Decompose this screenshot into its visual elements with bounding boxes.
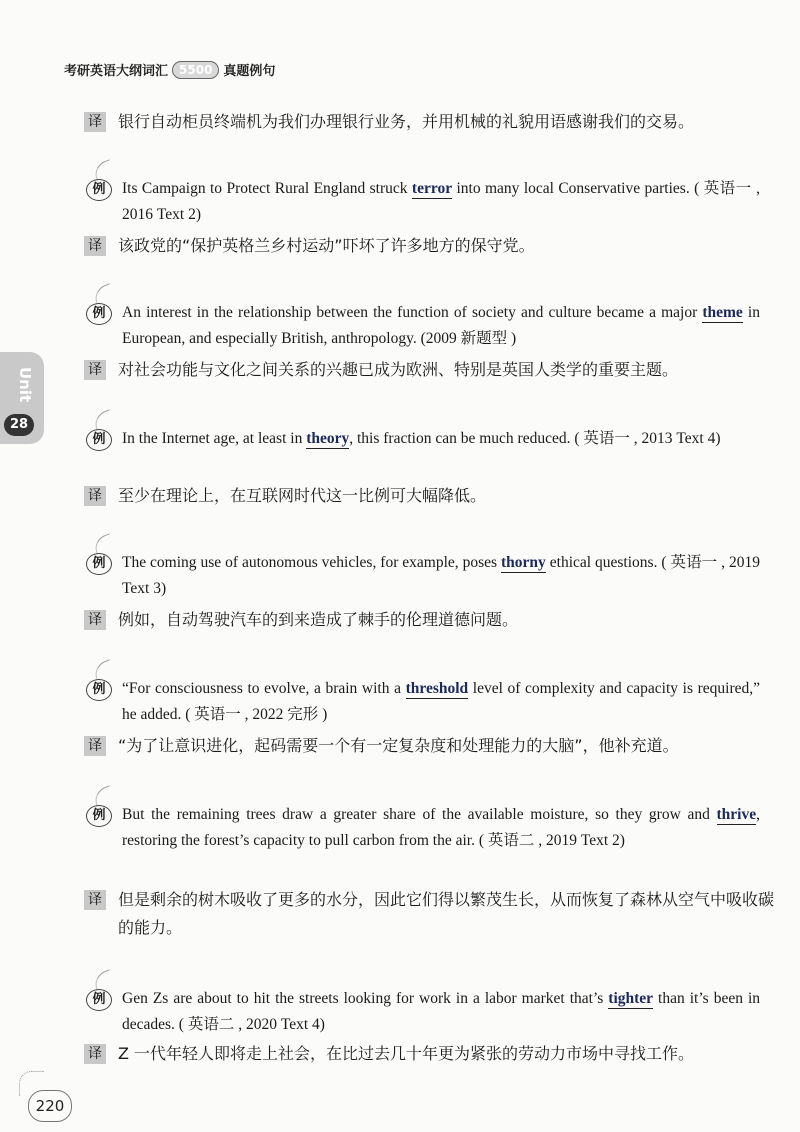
translation: 译 但是剩余的树木吸收了更多的水分，因此它们得以繁茂生长，从而恢复了森林从空气中吸收碳的能力。	[84, 886, 774, 942]
header-badge: 5500	[172, 61, 219, 79]
example-sentence: 例 An interest in the relationship between the function of society and culture became a major theme in European, and especially British, anthropology. (2009 新题型 )	[80, 300, 760, 352]
translation: 译 Z 一代年轻人即将走上社会，在比过去几十年更为紧张的劳动力市场中寻找工作。	[84, 1040, 774, 1068]
keyword: theory	[306, 430, 350, 447]
example-sentence: 例 But the remaining trees draw a greater share of the available moisture, so they grow and thrive, restoring the forest’s capacity to pull carbon from the air. ( 英语二 , 2019 Text 2)	[80, 802, 760, 854]
translation-icon: 译	[84, 890, 106, 910]
translation-icon: 译	[84, 112, 106, 132]
keyword: theme	[702, 304, 743, 321]
translation-icon: 译	[84, 486, 106, 506]
example-icon: 例	[80, 676, 114, 700]
keyword: terror	[411, 180, 453, 197]
unit-side-tab	[0, 352, 44, 444]
translation-top	[84, 108, 774, 136]
unit-label: Unit	[16, 367, 34, 403]
translation: 译 “为了让意识进化，起码需要一个有一定复杂度和处理能力的大脑”，他补充道。	[84, 732, 774, 760]
keyword: thrive	[716, 806, 757, 823]
example-sentence: 例 “For consciousness to evolve, a brain with a threshold level of complexity and capacity is required,” he added. ( 英语一 , 2022 完形 )	[80, 676, 760, 728]
example-icon: 例	[80, 300, 114, 324]
example-sentence: 例 In the Internet age, at least in theory, this fraction can be much reduced. ( 英语一 , 2013 Text 4)	[80, 426, 760, 452]
example-icon: 例	[80, 986, 114, 1010]
keyword: thorny	[501, 554, 546, 571]
translation: 译 例如，自动驾驶汽车的到来造成了棘手的伦理道德问题。	[84, 606, 774, 634]
translation-icon: 译	[84, 610, 106, 630]
header-prefix: 考研英语大纲词汇	[64, 64, 169, 79]
page-number: 220	[28, 1090, 72, 1122]
translation: 译 对社会功能与文化之间关系的兴趣已成为欧洲、特别是英国人类学的重要主题。	[84, 356, 774, 384]
translation-icon: 译	[84, 360, 106, 380]
translation-icon: 译	[84, 236, 106, 256]
example-icon: 例	[80, 426, 114, 450]
translation: 译 至少在理论上，在互联网时代这一比例可大幅降低。	[84, 482, 774, 510]
example-icon: 例	[80, 802, 114, 826]
example-sentence: 例 Its Campaign to Protect Rural England struck terror into many local Conservative parties. ( 英语一 , 2016 Text 2)	[80, 176, 760, 228]
keyword: tighter	[608, 990, 654, 1007]
translation: 译 该政党的“保护英格兰乡村运动”吓坏了许多地方的保守党。	[84, 232, 774, 260]
example-icon: 例	[80, 550, 114, 574]
example-sentence: 例 Gen Zs are about to hit the streets looking for work in a labor market that’s tighter than it’s been in decades. ( 英语二 , 2020 Text 4)	[80, 986, 760, 1038]
example-icon: 例	[80, 176, 114, 200]
example-sentence: 例 The coming use of autonomous vehicles, for example, poses thorny ethical questions. ( 英语一 , 2019 Text 3)	[80, 550, 760, 602]
unit-number: 28	[4, 414, 34, 436]
page-header	[64, 60, 275, 79]
translation-icon: 译	[84, 1044, 106, 1064]
translation-icon: 译	[84, 736, 106, 756]
translation-text: 银行自动柜员终端机为我们办理银行业务，并用机械的礼貌用语感谢我们的交易。	[118, 112, 695, 131]
header-suffix: 真题例句	[223, 64, 276, 79]
keyword: threshold	[405, 680, 469, 697]
